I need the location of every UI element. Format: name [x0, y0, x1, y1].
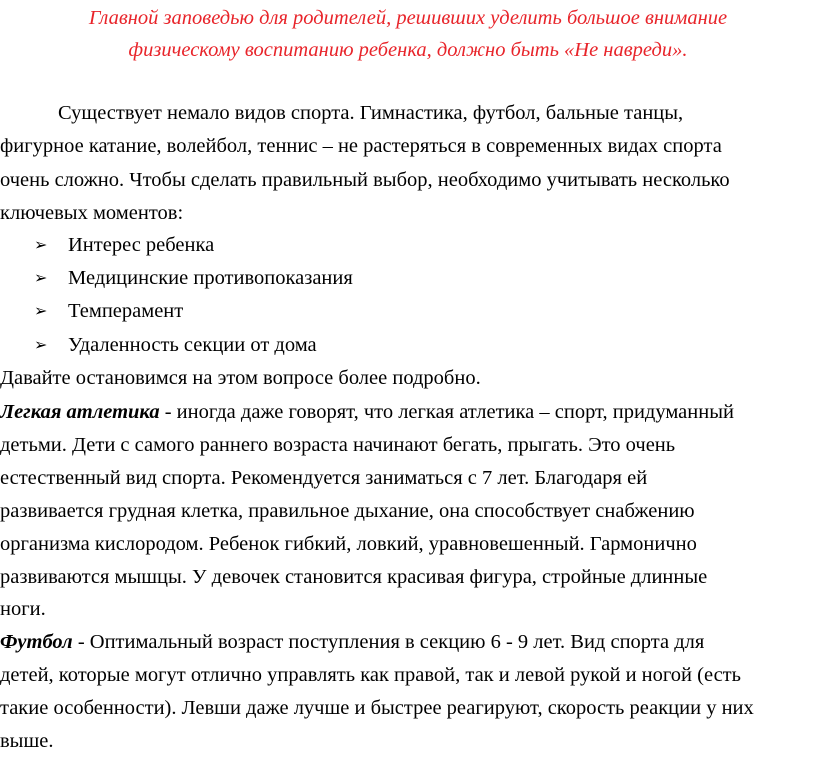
athletics-line-7: ноги. [0, 598, 46, 620]
bullet-text: Темперамент [68, 300, 184, 322]
bullet-text: Удаленность секции от дома [68, 334, 317, 356]
football-line-1 [0, 630, 704, 654]
intro-line-1: Существует немало видов спорта. Гимнастика, футбол, бальные танцы, [58, 102, 684, 124]
intro-line-4: ключевых моментов: [0, 202, 184, 224]
arrow-right-icon: ➢ [34, 235, 48, 254]
intro-line-3: очень сложно. Чтобы сделать правильный выбор, необходимо учитывать несколько [0, 169, 730, 191]
football-line-1-rest: - Оптимальный возраст поступления в секцию 6 - 9 лет. Вид спорта для [72, 631, 705, 653]
header-line-2: физическому воспитанию ребенка, должно быть «Не навреди». [128, 39, 688, 61]
bullet-item [34, 333, 317, 357]
arrow-right-icon: ➢ [34, 335, 48, 354]
bullet-text: Интерес ребенка [68, 234, 215, 256]
intro-line-2: фигурное катание, волейбол, теннис – не растеряться в современных видах спорта [0, 135, 722, 157]
athletics-line-2: детьми. Дети с самого раннего возраста начинают бегать, прыгать. Это очень [0, 434, 676, 456]
football-line-3: такие особенности). Левши даже лучше и быстрее реагируют, скорость реакции у них [0, 697, 754, 719]
athletics-line-5: организма кислородом. Ребенок гибкий, ловкий, уравновешенный. Гармонично [0, 533, 697, 555]
arrow-right-icon: ➢ [34, 301, 48, 320]
bullet-text: Медицинские противопоказания [68, 267, 353, 289]
header-line-1: Главной заповедью для родителей, решивших уделить большое внимание [88, 7, 728, 29]
athletics-term: Легкая атлетика [0, 401, 160, 423]
athletics-line-1 [0, 400, 734, 424]
athletics-line-6: развиваются мышцы. У девочек становится красивая фигура, стройные длинные [0, 566, 708, 588]
athletics-line-4: развивается грудная клетка, правильное дыхание, она способствует снабжению [0, 500, 695, 522]
transition-text: Давайте остановимся на этом вопросе более подробно. [0, 367, 481, 389]
bullet-item [34, 233, 214, 257]
bullet-item [34, 266, 353, 290]
arrow-right-icon: ➢ [34, 268, 48, 287]
football-line-2: детей, которые могут отлично управлять как правой, так и левой рукой и ногой (есть [0, 664, 741, 686]
athletics-line-3: естественный вид спорта. Рекомендуется заниматься с 7 лет. Благодаря ей [0, 467, 648, 489]
football-term: Футбол [0, 631, 73, 653]
athletics-line-1-rest: - иногда даже говорят, что легкая атлетика – спорт, придуманный [159, 401, 734, 423]
bullet-item [34, 299, 183, 323]
football-line-4: выше. [0, 730, 54, 752]
header-quote [0, 2, 816, 66]
